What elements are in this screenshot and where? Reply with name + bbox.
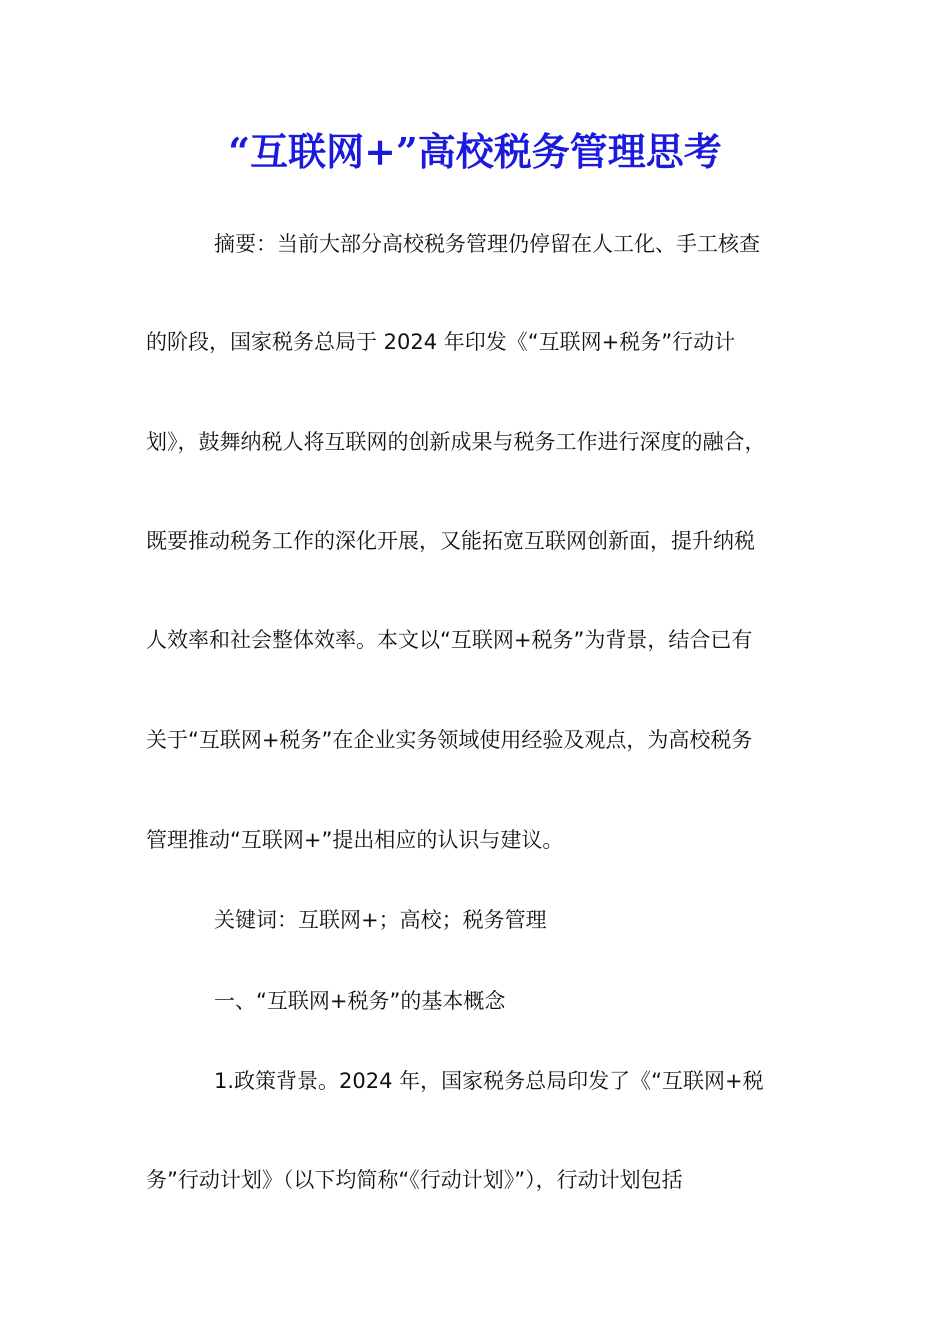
section-heading: 一、“互联网+税务”的基本概念 [214, 989, 506, 1013]
abstract-line-3: 划》，鼓舞纳税人将互联网的创新成果与税务工作进行深度的融合， [146, 430, 766, 454]
document-title: “互联网+”高校税务管理思考 [228, 129, 722, 174]
abstract-line-6: 关于“互联网+税务”在企业实务领域使用经验及观点，为高校税务 [146, 728, 753, 752]
abstract-line-1: 摘要：当前大部分高校税务管理仍停留在人工化、手工核查 [214, 232, 760, 256]
abstract-line-5: 人效率和社会整体效率。本文以“互联网+税务”为背景，结合已有 [146, 628, 753, 652]
body-line-2: 务”行动计划》（以下均简称“《行动计划》”），行动计划包括 [146, 1168, 683, 1192]
keywords-line: 关键词：互联网+；高校；税务管理 [214, 908, 547, 932]
abstract-line-4: 既要推动税务工作的深化开展，又能拓宽互联网创新面，提升纳税 [146, 529, 755, 553]
abstract-line-2: 的阶段，国家税务总局于 2024 年印发《“互联网+税务”行动计 [146, 330, 736, 354]
body-line-1: 1.政策背景。2024 年，国家税务总局印发了《“互联网+税 [214, 1069, 764, 1093]
abstract-line-7: 管理推动“互联网+”提出相应的认识与建议。 [146, 828, 564, 852]
